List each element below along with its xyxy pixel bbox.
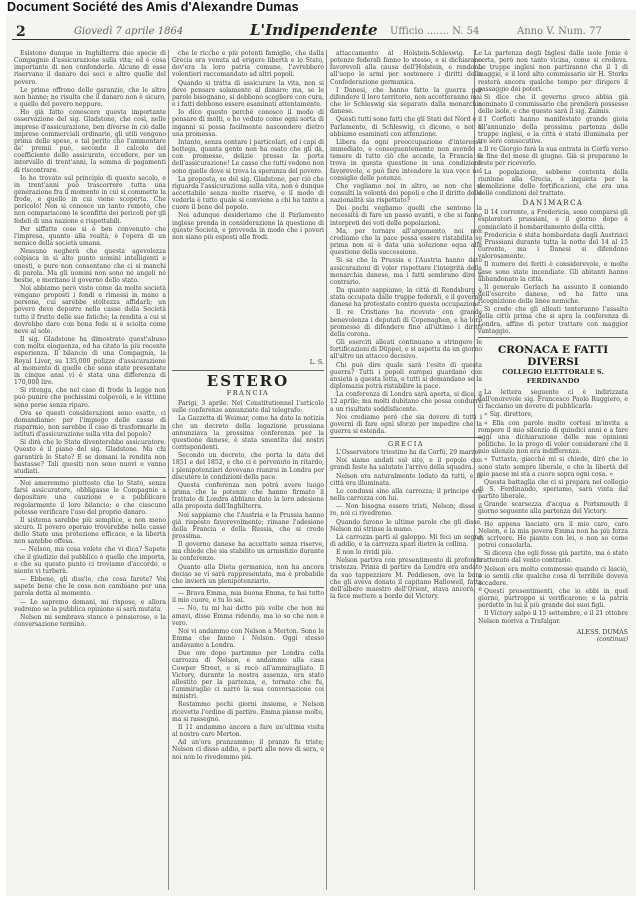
article-paragraph: Si sa che la Prussia e l'Austria hanno dato assicurazioni di voler rispettare l'integrità della monarchia danese, ma i fatti sembrano dire il contrario. bbox=[330, 257, 482, 286]
article-paragraph: La carrozza partì al galoppo. Mi feci un segno di addio, e la carrozza sparì dietro la collina. bbox=[330, 533, 482, 548]
article-paragraph: Ho già fatto conoscere questa importante osservazione del sig. Gladstone, che così, nelle imprese d'assicurazione, ben diverse in ciò dalle imprese commerciali ordinarie, gli utili vengono prima delle spese, e tal perito che l'ammontare de' premii può, secondo il calcolo del coefficiente dello assicurato, eccedere, per un intervallo di trent'anni, la somma di pagamenti di riscontrare. bbox=[14, 109, 166, 174]
article-paragraph: Parigi, 3 aprile. Nel Constitutionnel l'articolo sulle conferenze annunziate dal telegrafo: bbox=[172, 400, 324, 415]
article-paragraph: Esistono dunque in Inghilterra due specie di Compagnie d'assicurazione sulla vita; ed è cosa importante di non confonderle. Alcune di esse riservano il danaro dei soci e altre quelle del povero. bbox=[14, 50, 166, 86]
article-paragraph: Ho appena lasciato ora il mio caro, caro Nelson, e la mia povera Emma non ha più forza di scrivere. Ho pianto con lei, e non so come potrei consolarla. bbox=[478, 520, 628, 550]
article-paragraph: Il sig. Gladstone ha dimostrato quest'abuso con molta eloquenza, ed ha citato la più recente esperienza. Il bilancio di una Compagnia, la Royal Liver, su 135,000 polizze d'assicurazione al momento di quelle che sono state presentate in cinque anni vi è stata una differenza di 170,000 lire. bbox=[14, 336, 166, 387]
article-paragraph: I Danesi, che hanno fatto la guerra per difendere il loro territorio, non accetteranno mai che lo Schleswig sia separato dalla monarchia danese. bbox=[330, 86, 482, 116]
cronaca-heading: CRONACA E FATTI DIVERSI bbox=[497, 343, 609, 368]
article-paragraph: Io dico questo perché conosco il modo di pensare di molti, e ho veduto come ogni sorta di inganni si possa facilmente nascondere dietro una promessa. bbox=[172, 109, 324, 138]
article-paragraph: Quando furono le ultime parole che gli disse, Nelson mi strinse la mano. bbox=[330, 518, 482, 533]
article-paragraph: Il 11 andammo ancora a fare un'ultima visita al nostro caro Merton. bbox=[172, 723, 324, 739]
article-paragraph: Fredericia è stata bombardata dagli Austriaci e Prussiani durante tutta la notte del 14 al 15 corrente, ma i Danesi si difendono valorosamente. bbox=[478, 231, 628, 261]
article-paragraph: Noi vi andammo con Nelson a Merton. Sono le Emma che fanno i Nelson. Oggi stesso andavamo a Londra. bbox=[172, 627, 324, 650]
article-paragraph: Noi abbiamo però visto come da molte società vengano proposti i fondi e rimessi in mano a persone, cui sarebbe stoltezza affidarli; un povero deve deporre nelle casse della Società tutto il frutto delle sue fatiche; la rendita a cui si dovrebbe dare con bona fede si è sciolta come neve al sole. bbox=[14, 285, 166, 335]
article-paragraph: Il re Cristiano ha ricevuto con grande benevolenza i deputati di Copenaghen, e ha loro promesso di difendere fino all'ultimo i diritti della corona. bbox=[330, 309, 482, 338]
article-paragraph: Il numero dei feriti è considerevole, e molte case sono state incendiate. Gli abitanti hanno abbandonato la città. bbox=[478, 261, 628, 283]
section-divider bbox=[172, 587, 324, 588]
article-paragraph: Nelson era molto commosso quando ci lasciò, e io sentii che qualche cosa di terribile doveva accadere. bbox=[478, 565, 628, 587]
masthead: L'Indipendente bbox=[250, 21, 378, 39]
article-paragraph: Gli eserciti alleati continuano a stringere le fortificazioni di Düppel, e si aspetta da un giorno all'altro un attacco decisivo. bbox=[330, 339, 482, 361]
article-paragraph: Si dice che il governo greco abbia già nominato il commissario che prenderà possesso delle isole, e che questo sarà il sig. Zaimis. bbox=[478, 93, 628, 116]
article-paragraph: Chi può dire quale sarà l'esito di questa guerra? Tutti i popoli europei guardano con ansietà a questa lotta, e tutti si domandano se la diplomazia potrà ristabilire la pace. bbox=[330, 361, 482, 391]
article-paragraph: Nelson mi sembrava stanco e pensieroso, e la conversazione terminò. bbox=[14, 613, 166, 629]
article-paragraph: E non lo rividi più. bbox=[336, 549, 394, 557]
article-paragraph: Dei pochi vegliamo quelli che sentono la necessità di fare un passo avanti, e che si fanno interpreti dei voti delle popolazioni. bbox=[330, 205, 482, 227]
office-line: Ufficio ....... N. 54 bbox=[390, 26, 480, 37]
date-line: Giovedì 7 aprile 1864 bbox=[74, 26, 184, 37]
col3-middle bbox=[330, 287, 482, 435]
column-rule bbox=[326, 50, 327, 890]
article-paragraph: Lo condussi sino alla carrozza; il principe era nella carrozza con lui. bbox=[330, 487, 482, 503]
estero-heading: ESTERO bbox=[206, 372, 290, 391]
col2-bottom bbox=[172, 590, 324, 761]
article-paragraph: — Nelson, ma cosa volete che vi dica? Sapete che il giudizio del pubblico è quello che importa, e che su questo punto ci troviamo d'accordo, e niente vi turberà. bbox=[14, 546, 166, 575]
article-paragraph: Questa battaglia che ci si prepara nel collegio di S. Ferdinando, speriamo, sarà vinta dal partito liberale. bbox=[478, 478, 628, 501]
article-signature: L. S. bbox=[309, 359, 324, 366]
collegio-heading: COLLEGIO ELETTORALE S. FERDINANDO bbox=[502, 367, 604, 385]
article-paragraph: Questa conferenza non potrà avere luogo prima che le potenze che hanno firmato il trattato di Londra abbiano dato la loro adesione alla proposta dell'Inghilterra. bbox=[172, 481, 324, 511]
article-paragraph: Grande scarsezza d'acqua a Portsmouth il giorno seguente alla partenza del Victory. bbox=[478, 501, 628, 516]
article-paragraph: La partenza degli Inglesi dalle isole Jonie è certa, però non tanto vicina, come si credeva. Le truppe inglesi non partiranno che il 1 di maggio, e il lord alto commissario sir H. Storks resterà ancora qualche tempo per dirigere il passaggio dei poteri. bbox=[478, 50, 628, 93]
article-paragraph: Che vogliamo noi in altro, se non che si consulti la volontà dei popoli e che il diritto delle nazionalità sia rispettato? bbox=[330, 182, 482, 205]
article-paragraph: Nessuno negherà che questa agevolezza colpisca in sì alto punto uomini intelligenti e onesti, e pure non consentano che ci si manchi di parola. Ma gli uomini non sono né angeli né bestie, e meritano il governo dello stato. bbox=[14, 248, 166, 284]
article-paragraph: — Non bisogna essere tristi, Nelson; disse il re, noi ci rivedremo. bbox=[330, 503, 482, 518]
article-paragraph: Io ho trovato sul principio di questo secolo, e in trent'anni può trascorrere tutta una generazione fra il momento in cui si commette la frode, e quello in cui viene scoperta. Che pericolo! Non si conosce un tanto remoto, che non compariscono le sconfitte dei pericoli per gli fedeli di una nazione e rispettabili. bbox=[14, 174, 166, 225]
cronaca-body bbox=[478, 389, 628, 516]
article-paragraph: attaccamento al Holstein-Schleswig. Le potenze federali fanno lo stesso, e si dichiarano favorevoli alla causa dell'Holstein, e rendono all'uopo le armi per sostenere i diritti della Confederazione germanica. bbox=[330, 50, 482, 86]
page-header bbox=[12, 18, 630, 40]
article-paragraph: Quando si tratta di assicurare la vita, non si deve pensare solamente al danaro; ma, se le parole bisognano, si debbono scegliere con cura, e i fatti debbono essere esaminati attentamente. bbox=[172, 79, 324, 109]
column-3 bbox=[330, 50, 482, 898]
article-paragraph: — No, tu mi hai detto più volte che non mi amavi, disse Emma ridendo, ma io so che non è vero. bbox=[172, 605, 324, 627]
article-paragraph: Ad un'ora pranzammo; il pranzo fu triste; Nelson ci disse addio, e partì alle nove di sera, e noi non lo rivedemmo più. bbox=[172, 739, 324, 761]
column-4 bbox=[478, 50, 628, 898]
article-paragraph: Quanto alla Dieta germanica, non ha ancora deciso se vi sarà rappresentata, ma è probabile che invierà un plenipotenziario. bbox=[172, 563, 324, 585]
article-paragraph: — Lo sapremo domani, mi rispose, e allora vedremo se la pubblica opinione si sarà mutata. bbox=[14, 598, 166, 613]
column-rule bbox=[168, 50, 169, 890]
article-paragraph: « Tuttavia, giacché mi si chiede, dirò che io sono stato sempre liberale, e che la libertà del mio paese mi sta a cuore sopra ogni cosa. » bbox=[478, 456, 628, 478]
francia-heading: FRANCIA bbox=[226, 389, 270, 398]
danimarca-heading: DANIMARCA bbox=[522, 199, 584, 208]
article-paragraph: Noi siamo andati sul sito, e il popolo con grandi feste ha salutato l'arrivo della squadra. bbox=[330, 457, 482, 472]
section-divider bbox=[14, 477, 166, 478]
newspaper-page bbox=[6, 10, 636, 896]
col1-body bbox=[14, 50, 166, 475]
article-paragraph: Ma, per tornare all'argomento, noi non crediamo che la pace possa essere ristabilita se prima non si è data una soluzione equa alla questione della successione. bbox=[330, 227, 482, 257]
article-paragraph: La Gazzetta di Weimar, come ha dato la notizia che un decreto della legazione prussiana annunziava la prossima conferenza per la questione danese, è stata smentita dai nostri corrispondenti. bbox=[172, 415, 324, 452]
column-1 bbox=[14, 50, 166, 898]
section-divider bbox=[478, 337, 628, 338]
col1-bottom bbox=[14, 480, 166, 628]
article-paragraph: Si diceva che egli fosse già partito, ma è stato trattenuto dal vento contrario. bbox=[478, 550, 628, 565]
article-paragraph: Il 14 corrente, a Fredericia, sono comparsi gli esploratori prussiani, e il giorno dopo è cominciato il bombardamento della città. bbox=[478, 209, 628, 231]
article-paragraph: La conferenza di Londra sarà aperta, si dice, il 12 aprile; ma molti dubitano che possa condurre a un risultato soddisfacente. bbox=[330, 391, 482, 413]
article-paragraph: La popolazione, sebbene contenta della riunione alla Grecia, è inquieta per la demolizione delle fortificazioni, che era una delle condizioni del trattato. bbox=[478, 168, 628, 197]
article-paragraph: Il sistema sarebbe più semplice, e non meno sicuro. Il povero operaio troverebbe nelle casse dello Stato una protezione efficace, e la libertà non sarebbe offesa. bbox=[14, 516, 166, 546]
article-paragraph: Il Victory salpò il 15 settembre, e il 21 ottobre Nelson moriva a Trafalgar. bbox=[478, 610, 628, 625]
article-paragraph: Noi ameremmo piuttosto che lo Stato, senza farsi assicuratore, obbligasse le Compagnie a depositare una cauzione e a pubblicare regolarmente il loro bilancio; e che ciascuno potesse verificare l'uso del proprio danaro. bbox=[14, 480, 166, 516]
article-paragraph: Da quanto sappiamo, la città di Rendsburg è stata occupata dalle truppe federali, e il governo danese ha protestato contro questa occupazione. bbox=[330, 287, 482, 309]
author-signature: ALESS. DUMAS bbox=[576, 628, 628, 636]
col2-body bbox=[172, 50, 324, 355]
article-paragraph: Nelson era naturalmente lodato da tutti, e la città era illuminata. bbox=[330, 472, 482, 487]
article-paragraph: « Ella con parole molto cortesi m'invita a rompere il mio silenzio di quindici anni e a fare oggi una dichiarazione delle mie opinioni politiche. Io la prego di voler considerare che il mio silenzio non era indifferenza. bbox=[478, 419, 628, 456]
article-paragraph: La proposta, se del sig. Gladstone, per ciò che riguarda l'assicurazione sulla vita, non è dunque accettabile senza molte riserve, e il modo di vederla è tutto quale si conviene a chi ha tanto a cuore il bene del popolo. bbox=[172, 175, 324, 212]
article-paragraph: Il generale Gerlach ha assunto il comando dell'esercito danese, ed ha fatto una ricognizione delle linee nemiche. bbox=[478, 283, 628, 306]
section-divider bbox=[478, 518, 628, 519]
article-paragraph: Nelson partiva con presentimento di profonda tristezza. Prima di partire da Londra era andato da suo tappezziere M. Peddieson, ove la bara che gli aveva donato il capitano Hallowell, fatta dell'albero maestro dell'Orient, stava ancora, e la fece mettere a bordo del Victory. bbox=[330, 557, 482, 601]
article-paragraph: L'Osservatore triestino ha da Corfù, 29 marzo: bbox=[336, 449, 481, 457]
col4-top bbox=[478, 50, 628, 197]
continued-note: (continua) bbox=[596, 635, 628, 643]
grecia-body bbox=[330, 449, 482, 600]
article-paragraph: Noi adunque desideriamo che il Parlamento inglese prenda in considerazione la questione di queste Società, e provveda in modo che i poveri non siano più esposti alle frodi. bbox=[172, 212, 324, 241]
article-paragraph: Il governo danese ha accettato senza riserve, ma chiede che sia stabilito un armistizio durante le conferenze. bbox=[172, 541, 324, 563]
article-paragraph: « Sig. direttore, bbox=[484, 411, 533, 419]
col3-top bbox=[330, 50, 482, 286]
section-divider bbox=[330, 437, 482, 438]
article-paragraph: Le prime offrono delle garanzie, che le altre non hanno; ne risulta che il danaro non è sicuro, e quello del povero neppure. bbox=[14, 86, 166, 109]
article-paragraph: Il re Giorgio farà la sua entrata in Corfù verso la fine del mese di giugno. Già si preparano le feste per riceverlo. bbox=[478, 146, 628, 168]
article-paragraph: Si dirà che lo Stato diventerebbe assicuratore. Questo è il piano del sig. Gladstone. Ma chi garantirà lo Stato? E se domani la rendita non bastasse? Tali quesiti non sono nuovi e vanno studiati. bbox=[14, 439, 166, 475]
estero-body bbox=[172, 400, 324, 585]
article-paragraph: Noi sappiamo che l'Austria e la Prussia hanno già risposto favorevolmente; rimane l'adesione della Francia e della Russia, che si crede prossima. bbox=[172, 511, 324, 540]
estero-section bbox=[172, 370, 324, 585]
article-paragraph: Questi presentimenti, che io ebbi in quel giorno, purtroppo si verificarono; e la patria perdette in lui il più grande dei suoi figli. bbox=[478, 588, 628, 610]
article-paragraph: I Corfioti hanno manifestato grande gioia all'annunzio della prossima partenza delle truppe inglesi, e la città è stata illuminata per tre sere consecutive. bbox=[478, 116, 628, 145]
page-number: 2 bbox=[16, 24, 26, 40]
article-paragraph: Libera da ogni preoccupazione d'interesse immediato, e conseguentemente non avendo a temere di tutto ciò che accade, la Francia si trova in questa questione in una condizione favorevole, e può fare intendere la sua voce nel consiglio delle potenze. bbox=[330, 138, 482, 182]
article-paragraph: Si ritenga, che nel caso di frode la legge non può punire che pochissimi colpevoli, e le vittime sono perse senza riparo. bbox=[14, 387, 166, 409]
article-paragraph: Noi crediamo però che sia dovere di tutti i governi di fare ogni sforzo per impedire che la guerra si estenda. bbox=[330, 413, 482, 435]
article-paragraph: Secondo un decreto, che porta la data del 1851 e del 1852, e che ci è pervenuto in ritardo, i plenipotenziari dovevano riunirsi in Londra per discutere le condizioni della pace. bbox=[172, 452, 324, 481]
danimarca-body bbox=[478, 209, 628, 335]
article-paragraph: Si crede che gli alleati tenteranno l'assalto della città prima che si apra la conferenza di Londra, affine di poter trattare con maggior vantaggio. bbox=[478, 306, 628, 335]
article-paragraph: — Ebbene, gli diss'io, che cosa farete? Voi sapete bene che le cose non cambiano per una parola detta al momento. bbox=[14, 576, 166, 598]
article-paragraph: Restammo pochi giorni insieme, e Nelson ricevette l'ordine di partire. Emma pianse molto, ma si rassegnò. bbox=[172, 701, 324, 723]
column-2 bbox=[172, 50, 324, 898]
article-paragraph: — Brava Emma, mia buona Emma, tu hai tutto il mio cuore, e tu lo sai. bbox=[172, 590, 324, 605]
watermark: Document Société des Amis d'Alexandre Dumas bbox=[4, 0, 302, 14]
article-paragraph: che le ricche e più potenti famiglie, che dalla Grecia era venuta ad erigere libertà e lo Stato, dov'era la loro patria comune, l'avrebbero volentieri raccomandato ad altri popoli. bbox=[172, 50, 324, 79]
article-paragraph: Ora se questi considerazioni sono esatte, ci domandiamo: per l'impiego delle casse di risparmio, non sarebbe il caso di trasformarle in istituti d'assicurazione sulla vita del popolo? bbox=[14, 409, 166, 439]
article-paragraph: La lettera seguente ci è indirizzata dall'onorevole sig. Francesco Paolo Ruggiero, e ci facciamo un dovere di pubblicarla: bbox=[478, 388, 628, 411]
grecia-heading: GRECIA bbox=[387, 440, 425, 449]
col4-bottom bbox=[478, 521, 628, 625]
article-paragraph: Per siffatte cose si è ben convenuto che l'impresa, quanto alla realtà, è l'opera di un nemico della società umana. bbox=[14, 225, 166, 248]
article-paragraph: Due ore dopo partimmo per Londra colla carrozza di Nelson, e andammo alla casa Cowper Street, e si recò all'ammiragliato. Il Victory, durante la nostra assenza, era stato allestito per la partenza, e, tornato che fu, l'ammiraglio ci narrò la sua conversazione coi ministri. bbox=[172, 650, 324, 701]
article-paragraph: Intanto, senza contare i particolari, ed i capi di bottega, quanta gente non ha osato che gli dà, con promesse, delizie presso la porta dell'assicurazione! Le casse che tutti vedono non sono quelle dove si trova la speranza del povero. bbox=[172, 138, 324, 175]
section-divider bbox=[172, 370, 324, 371]
article-paragraph: Questi tutti sono fatti che gli Stati del Nord e il Parlamento, di Schleswig, ci dicono, e noi li abbiamo esaminati con attenzione. bbox=[330, 116, 482, 138]
year-line: Anno V. Num. 77 bbox=[517, 26, 602, 37]
